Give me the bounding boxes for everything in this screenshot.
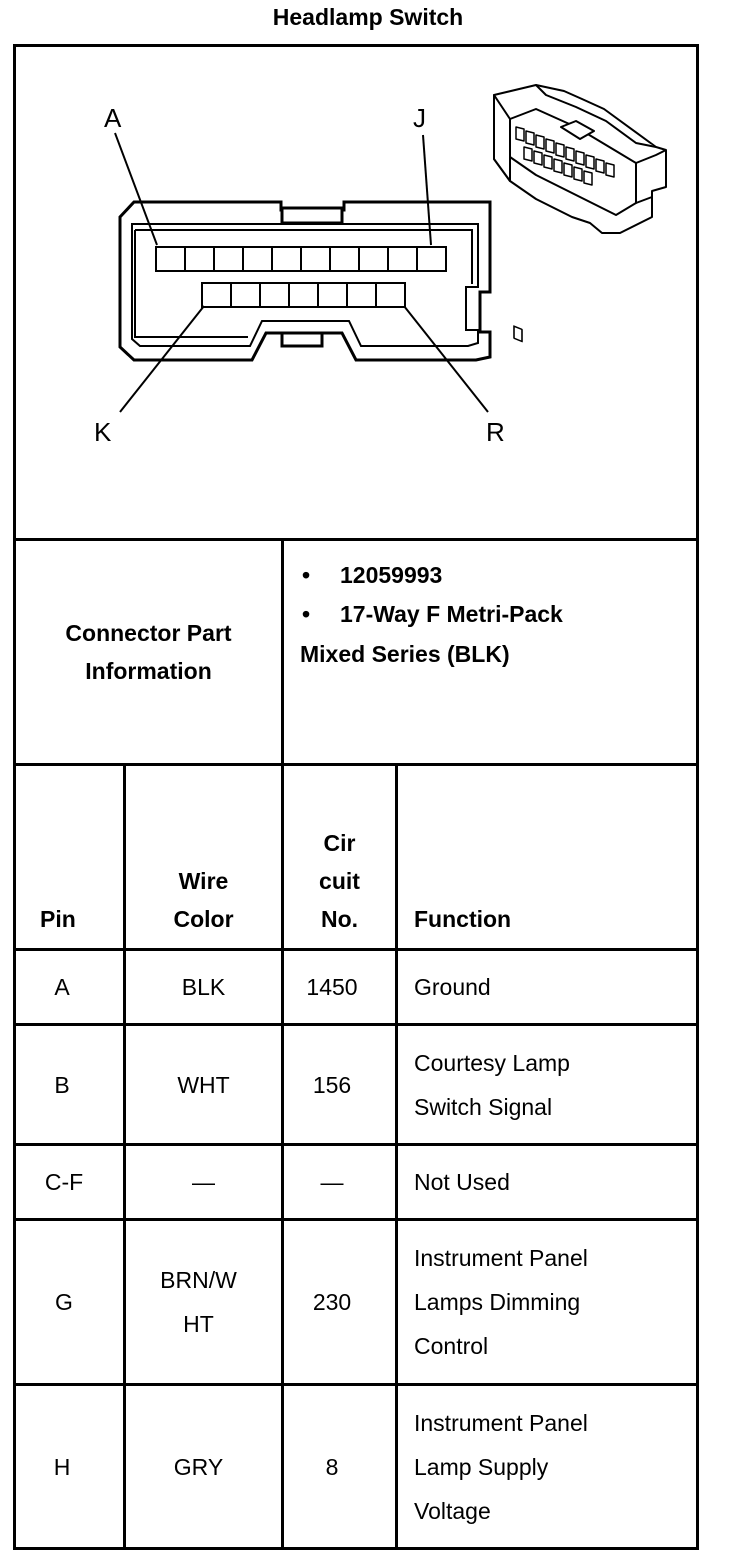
connector-illustration (494, 85, 666, 341)
connector-info-label (16, 541, 281, 763)
connector-info-label-line1: Connector Part (65, 620, 232, 646)
connector-description-line1: 17-Way F Metri-Pack (340, 601, 563, 627)
terminal-cavity (301, 247, 330, 271)
function-cell (414, 1221, 694, 1383)
header-circuit-line1: Cir (323, 830, 356, 856)
part-number: 12059993 (340, 562, 443, 588)
wire-color-cell: — (192, 1169, 215, 1195)
connector-description-line2: Mixed Series (BLK) (300, 641, 510, 667)
pin-label-k: K (94, 417, 112, 447)
function-cell (414, 1026, 694, 1143)
terminal-cavity (272, 247, 301, 271)
circuit-cell: — (320, 1169, 344, 1195)
function-line: Lamp Supply (414, 1453, 549, 1480)
function-line: Instrument Panel (414, 1409, 588, 1436)
page-title: Headlamp Switch (272, 4, 464, 30)
pin-cell: B (54, 1071, 70, 1098)
header-function-label: Function (414, 906, 512, 932)
header-circuit-line2: cuit (319, 868, 360, 894)
header-function (414, 766, 694, 938)
divider (395, 763, 398, 1550)
header-wire-color-line2: Color (173, 906, 234, 932)
terminal-cavity (156, 247, 185, 271)
terminal-cavity (243, 247, 272, 271)
wire-color-cell: BLK (181, 974, 226, 1000)
pin-cell: H (53, 1453, 71, 1480)
function-line: Instrument Panel (414, 1245, 588, 1271)
function-cell: Not Used (414, 1169, 510, 1195)
wire-color-cell (126, 1221, 271, 1383)
function-line: Voltage (414, 1497, 491, 1524)
terminal-cavity (330, 247, 359, 271)
circuit-cell: 230 (312, 1289, 352, 1315)
terminal-cavity (202, 283, 231, 307)
pin-label-j: J (413, 103, 426, 133)
wire-color-line: BRN/W (160, 1267, 237, 1293)
terminal-cavity (417, 247, 446, 271)
wire-color-line: HT (183, 1311, 214, 1337)
terminal-cavity (318, 283, 347, 307)
wire-color-cell: WHT (177, 1071, 230, 1098)
header-pin (40, 766, 120, 938)
function-line: Lamps Dimming (414, 1289, 581, 1315)
connector-diagram (16, 47, 696, 537)
pin-label-r: R (486, 417, 505, 447)
terminal-cavity (376, 283, 405, 307)
terminal-cavity (347, 283, 376, 307)
terminal-cavity (214, 247, 243, 271)
function-line: Courtesy Lamp (414, 1049, 570, 1076)
header-wire-color (126, 766, 281, 938)
function-cell: Ground (414, 974, 491, 1000)
circuit-cell: 8 (325, 1453, 339, 1480)
terminal-cavity (289, 283, 318, 307)
pin-cell: C-F (44, 1169, 84, 1195)
pin-cell: A (54, 974, 70, 1000)
bullet: • (302, 562, 311, 588)
header-circuit-line3: No. (320, 906, 359, 932)
header-wire-color-line1: Wire (178, 868, 229, 894)
terminal-cavity (231, 283, 260, 307)
function-cell (414, 1386, 694, 1547)
circuit-cell: 1450 (306, 974, 358, 1000)
header-pin-label: Pin (40, 906, 76, 932)
function-line: Switch Signal (414, 1093, 553, 1120)
pin-label-a: A (104, 103, 122, 133)
wire-color-cell: GRY (173, 1453, 224, 1480)
terminal-cavity (388, 247, 417, 271)
terminal-cavity (260, 283, 289, 307)
terminal-cavity (185, 247, 214, 271)
header-circuit (284, 766, 395, 938)
pin-cell: G (55, 1289, 73, 1315)
terminal-cavity (359, 247, 388, 271)
connector-info-label-line2: Information (85, 658, 212, 684)
function-line: Control (414, 1333, 489, 1359)
bullet: • (302, 601, 311, 627)
circuit-cell: 156 (312, 1071, 352, 1098)
